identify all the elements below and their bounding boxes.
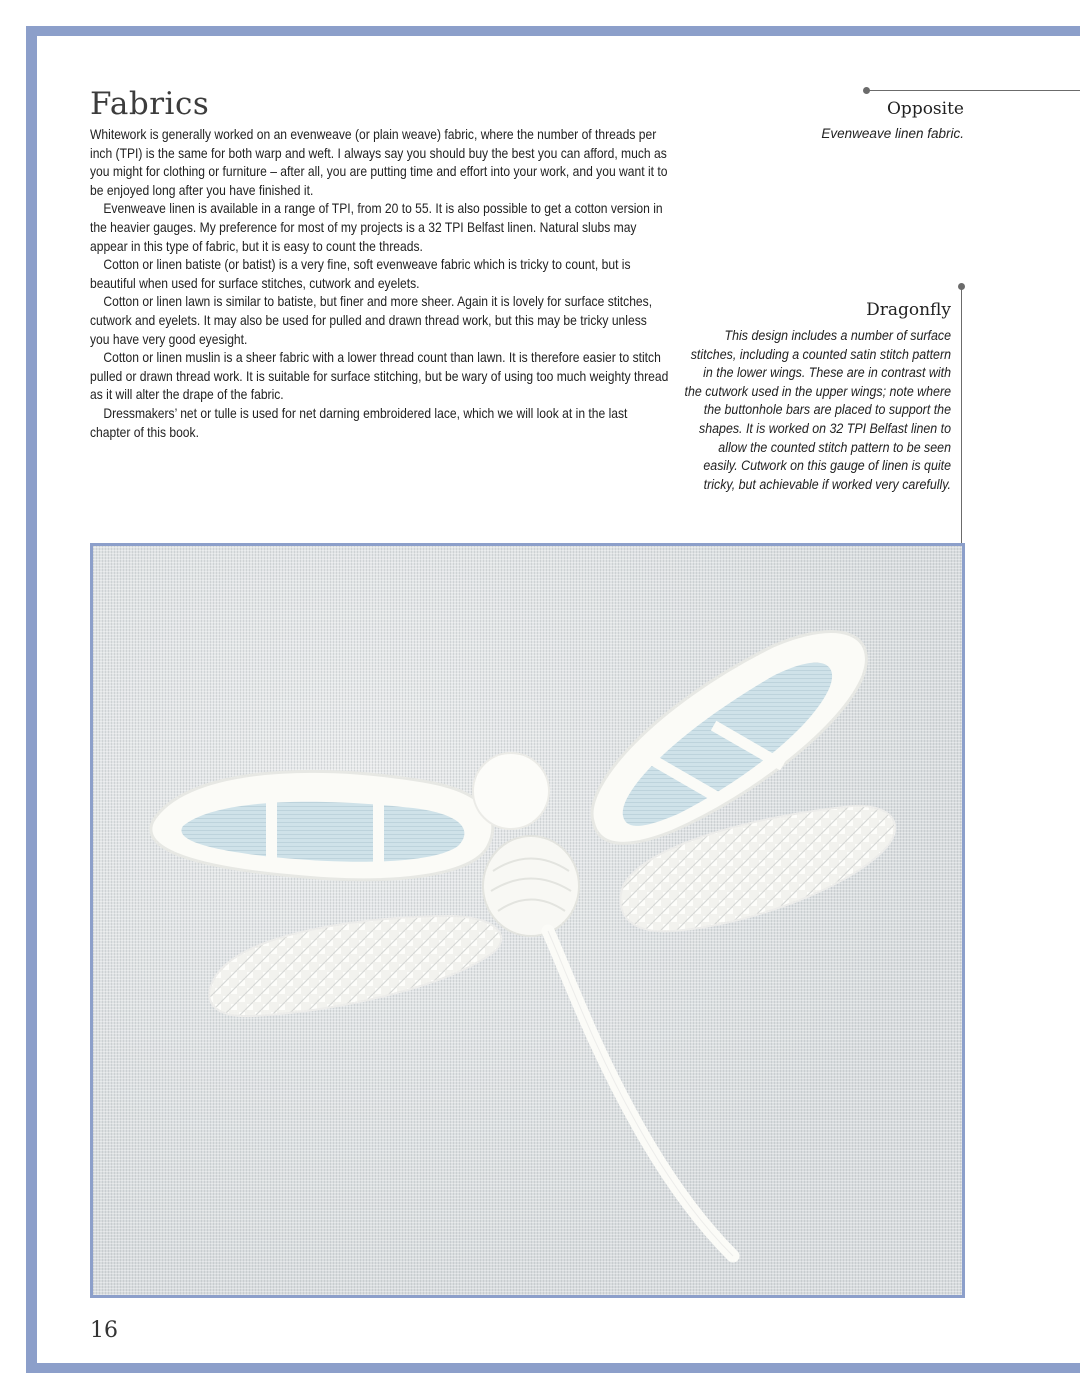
caption-opposite-text: Evenweave linen fabric. <box>821 126 964 141</box>
caption-leader-line <box>866 90 1080 91</box>
upper-left-wing <box>151 771 493 879</box>
paragraph-5: Cotton or linen muslin is a sheer fabric with a lower thread count than lawn. It is therefore easier to stitch pulled or drawn thread work. It is suitable for surface stitching, but be wary of using too much weighty thread as it will alter the drape of the fabric. <box>90 350 669 403</box>
page-number: 16 <box>90 1318 118 1343</box>
page-frame-bottom <box>26 1363 1080 1373</box>
paragraph-1: Whitework is generally worked on an evenweave (or plain weave) fabric, where the number of threads per inch (TPI) is the same for both warp and weft. I always say you should buy the best you can afford, much as you might for clothing or furniture – after all, you are putting time and effort into your work, and you want it to be enjoyed long after you have finished it. <box>90 127 668 198</box>
caption-opposite-title: Opposite <box>887 99 964 119</box>
page-frame-top <box>26 26 1080 36</box>
caption-leader-line <box>961 286 962 544</box>
caption-leader-dot <box>863 87 870 94</box>
section-heading: Fabrics <box>90 86 210 122</box>
lower-left-wing <box>209 916 501 1016</box>
dragonfly-tail <box>548 931 733 1256</box>
paragraph-6: Dressmakers’ net or tulle is used for net darning embroidered lace, which we will look at in the last chapter of this book. <box>90 405 628 440</box>
paragraph-3: Cotton or linen batiste (or batist) is a very fine, soft evenweave fabric which is tricky to count, but is beautiful when used for surface stitches, cutwork and eyelets. <box>90 257 631 291</box>
paragraph-2: Evenweave linen is available in a range of TPI, from 20 to 55. It is also possible to get a cotton version in the heavier gauges. My preference for most of my projects is a 32 TPI Belfast linen. Natural slubs may appear in this type of fabric, but it is easy to count the threads. <box>90 201 663 254</box>
caption-leader-dot <box>958 283 965 290</box>
caption-dragonfly-title: Dragonfly <box>866 300 951 320</box>
dragonfly-head <box>473 753 549 829</box>
body-text <box>90 126 669 442</box>
dragonfly-illustration <box>93 546 962 1295</box>
paragraph-4: Cotton or linen lawn is similar to batiste, but finer and more sheer. Again it is lovely for surface stitches, cutwork and eyelets. It may also be used for pulled and drawn thread work, but this may be tricky unless you have very good eyesight. <box>90 294 653 347</box>
dragonfly-thorax <box>483 836 579 936</box>
dragonfly-embroidery-photo <box>90 543 965 1298</box>
page-frame-left <box>26 26 37 1373</box>
caption-dragonfly-text: This design includes a number of surface stitches, including a counted satin stitch pattern in the lower wings. These are in contrast with the cutwork used in the upper wings; note where the buttonhole bars are placed to support the shapes. It is worked on 32 TPI Belfast linen to allow the counted stitch pattern to be seen easily. Cutwork on this gauge of linen is quite tricky, but achievable if worked very carefully. <box>684 328 951 492</box>
dragonfly-tail-shading <box>548 931 733 1256</box>
